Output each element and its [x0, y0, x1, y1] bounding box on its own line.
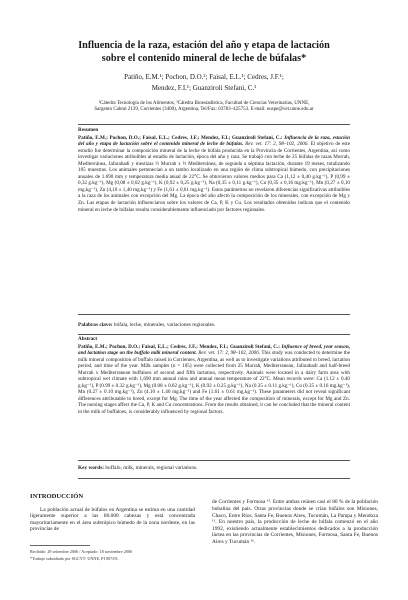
abstract-cite-ref: Rev. vet. 17: 2, 98–102, 2006. [198, 350, 261, 357]
footnote-funding: *Trabajo subsidiado por SGCYT- UNNE, PI 007/03. [30, 556, 119, 561]
authors-line-1: Patiño, E.M.¹; Pochon, D.O.²; Faisal, E.L.¹; Cedres, J.F.¹; [124, 73, 284, 81]
intro-left-column [30, 494, 195, 533]
abstract-heading: Abstract [78, 336, 98, 342]
affiliation [30, 101, 378, 114]
divider-mid-2 [78, 334, 350, 335]
title-line-1: Influencia de la raza, estación del año y etapa de lactación [78, 40, 330, 51]
divider-bottom-1 [78, 460, 350, 461]
intro-right-column [212, 494, 378, 551]
intro-right-paragraph: de Corrientes y Formosa ¹³. Entre ambas reúnen casi el 80 % de la población bubalina del país. Otras provincias donde se crían búfalos son Misiones, Chaco, Entre Ríos, Santa Fe, Buenos Aires, Tucumán, La Pampa y Mendoza ¹¹. En nuestro país, la producción de leche de búfala comenzó en el año 1992, existiendo actualmente establecimientos dedicados a la producción láctea en las provincias de Corrientes, Misiones, Formosa, Santa Fe, Buenos Aires y Tucumán ¹⁶. [212, 499, 378, 545]
author-list [30, 72, 378, 94]
resumen-cite-ref: Rev. vet. 17: 2, 98–102, 2006. [245, 141, 309, 148]
title-line-2: sobre el contenido mineral de leche de búfalas* [101, 52, 307, 64]
divider-bottom-2 [78, 478, 350, 479]
keywords-en [78, 465, 350, 472]
abstract-body: This study was conducted to determine the milk mineral composition of buffalo raised in Corrientes, Argentina, as well as to investigate variations attributed to breed, lactation period, and time of the year. Milk samples (n = 105) were collected from 25 Murrah, Mediterranean, Jafarabadi and half-breed Murrah x Mediterranean buffaloes of second and fifth lactation, respectively. Animals were located in a dairy farm area with subtropical wet climate with 1,690 mm annual rains and annual mean temperature of 22°C. Mean records were: Ca (1.12 ± 0.40 g.kg⁻¹), P (0.99 ± 0.32 g.kg⁻¹), Mg (0.08 ± 0.02 g.kg⁻¹), K (0.92 ± 0.25 g.kg⁻¹), Na (0.35 ± 0.11 g.kg⁻¹), Cu (0.35 ± 0.16 mg.kg⁻¹), Mn (0.27 ± 0.10 mg.kg⁻¹), Zn (4.10 ± 1.40 mg.kg⁻¹) and Fe (1.61 ± 0.61 mg.kg⁻¹). These parameters did not reveal significant differences attributable to breed, except for Mg. The time of the year affected the composition of minerals, except for Mg and Zn. The nursing stages affect the Ca, P, K and Cu concentrations. From the results obtained, it can be concluded that the mineral content in the milk of buffaloes, is considerably influenced by regional factors. [78, 350, 351, 416]
resumen-section [78, 127, 350, 213]
divider-mid-1 [78, 314, 350, 315]
intro-left-paragraph: La población actual de búfalos en Argentina se estima en una cantidad ligeramente superior a las 80.000 cabezas y está concentrada mayoritariamente en el área subtrópico húmedo de la zona nordeste, en las provincias de [30, 506, 195, 533]
resumen-heading: Resumen [78, 127, 99, 133]
footnote-rule [30, 545, 90, 546]
abstract-paragraph [78, 344, 350, 416]
resumen-body: El objetivo de este estudio fue determinar la composición mineral de la leche de búfala producida en la Provincia de Corrientes, Argentina, así como investigar variaciones atribuibles al estadio de lactación, época del año y raza. Se trabajó con leche de 25 búfalas de razas Murrah, Mediterránea, Jafarabadi y mestizas ½ Murrah x ½ Mediterránea, de segunda a séptima lactación, durante 19 meses, totalizando 105 muestras. Los animales pertenecían a un tambo localizado en una región de clima subtropical húmedo, con precipitaciones anuales de 1.690 mm y temperatura media anual de 22°C. Se obtuvieron valores medios para Ca (1,12 ± 0,40 g.kg⁻¹), P (0,99 ± 0,32 g.kg⁻¹), Mg (0,08 ± 0,02 g.kg⁻¹), K (0,92 ± 0,25 g.kg⁻¹), Na (0,35 ± 0,11 g.kg⁻¹), Cu (0,35 ± 0,16 mg.kg⁻¹), Mn (0,27 ± 0,10 mg.kg⁻¹), Zn (4,10 ± 1,40 mg.kg⁻¹) y Fe (1,61 ± 0,61 mg.kg⁻¹). Estos parámetros no revelaron diferencias significativas atribuibles a la raza de los animales con excepción del Mg. La época del año afectó la composición de los minerales, con excepción de Mg y Zn. Las etapas de lactación influenciaron sobre los valores de Ca, P, K y Cu. Los resultados obtenidos indican que el contenido mineral en leche de búfalas resulta considerablemente influenciado por factores regionales. [78, 141, 350, 213]
keywords-en-text: buffalo, milk, minerals, regional variations. [105, 465, 198, 471]
resumen-cite-title: Influencia de la raza, estación del año y etapa de lactación sobre el contenido mineral de leche de búfalas. [78, 134, 350, 148]
keywords-es-label: Palabras clave: [78, 322, 113, 328]
divider-top [78, 124, 350, 125]
footnote-received: Recibido: 29 setiembre 2006 / Aceptado: 18 noviembre 2006 [30, 549, 133, 554]
resumen-paragraph [78, 135, 350, 214]
resumen-cite-authors: Patiño, E.M.; Pochon, D.O.; Faisal, E.L.; Cedres, J.F.; Mendez, F.I.; Guanziroli Stefani, C.: [78, 134, 283, 141]
affiliation-line-2: Sargento Cabral 2139, Corrientes (3400), Argentina, Tel/Fax: 03783–425753. E-mail: euspe@vet.unne.edu.ar [94, 107, 314, 113]
intro-heading: INTRODUCCIÓN [30, 493, 84, 500]
abstract-section [78, 336, 350, 416]
article-title [30, 40, 378, 65]
affiliation-line-1: ¹Cátedra Tecnología de los Alimentos, ²Cátedra Bioestadística, Facultad de Ciencias Veterinarias, UNNE, [98, 101, 310, 106]
abstract-cite-authors: Patiño, E.M.; Pochon, D.O.; Faisal, E.L.; Cedres, J.F.; Mendez, F.I.; Guanziroli Stefani, C.: [78, 343, 280, 350]
keywords-es [78, 322, 350, 329]
authors-line-2: Mendez, F.I.¹; Guanziroli Stefani, C.¹ [151, 84, 257, 92]
abstract-cite-title: Influence of breed, year season, and lactation stage on the buffalo milk mineral content. [78, 343, 350, 357]
keywords-en-label: Key words: [78, 465, 105, 471]
keywords-es-text: búfala, leche, minerales, variaciones regionales. [113, 322, 216, 328]
